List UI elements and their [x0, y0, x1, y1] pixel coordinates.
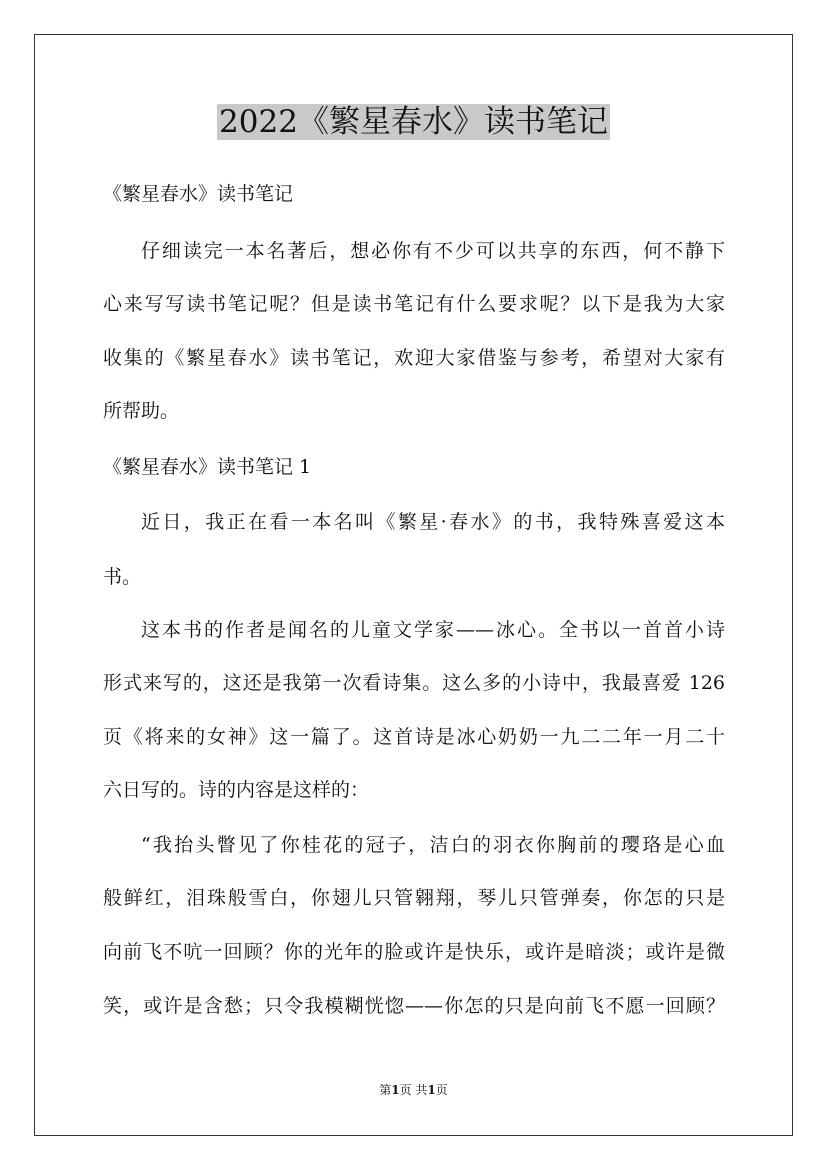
footer-prefix: 第 — [379, 1083, 392, 1097]
paragraph-line: 所帮助。 — [103, 400, 180, 422]
paragraph-line: 向前飞不吭一回顾？你的光年的脸或许是快乐，或许是暗淡；或许是微 — [103, 941, 725, 963]
heading-line: 《繁星春水》读书笔记 — [103, 183, 294, 205]
paragraph-line: 近日，我正在看一本名叫《繁星·春水》的书，我特殊喜爱这本 — [141, 511, 725, 533]
footer-suffix: 页 — [435, 1083, 448, 1097]
paragraph-line: 页《将来的女神》这一篇了。这首诗是冰心奶奶一九二二年一月二十 — [103, 726, 725, 748]
paragraph-line: 这本书的作者是闻名的儿童文学家——冰心。全书以一首首小诗 — [141, 619, 725, 641]
page-footer — [0, 1082, 827, 1098]
paragraph-line: “我抬头瞥见了你桂花的冠子，洁白的羽衣你胸前的璎珞是心血 — [141, 834, 725, 856]
paragraph-line: 形式来写的，这还是我第一次看诗集。这么多的小诗中，我最喜爱 126 — [103, 672, 725, 694]
footer-mid: 页 共 — [399, 1083, 428, 1097]
paragraph-line: 仔细读完一本名著后，想必你有不少可以共享的东西，何不静下 — [141, 240, 725, 262]
footer-page-number: 1 — [391, 1083, 400, 1097]
paragraph-line: 心来写写读书笔记呢？但是读书笔记有什么要求呢？以下是我为大家 — [103, 293, 725, 315]
paragraph-line: 收集的《繁星春水》读书笔记，欢迎大家借鉴与参考，希望对大家有 — [103, 347, 725, 369]
paragraph-line: 般鲜红，泪珠般雪白，你翅儿只管翱翔，琴儿只管弹奏，你怎的只是 — [103, 887, 725, 909]
footer-total-pages: 1 — [427, 1083, 436, 1097]
paragraph-line: 六日写的。诗的内容是这样的： — [103, 779, 370, 801]
paragraph-line: 书。 — [103, 566, 142, 588]
title-text: 2022《繁星春水》读书笔记 — [219, 104, 608, 140]
document-title — [0, 100, 827, 144]
paragraph-line: 笑，或许是含愁；只令我模糊恍惚——你怎的只是向前飞不愿一回顾？ — [103, 995, 725, 1017]
heading-line: 《繁星春水》读书笔记 1 — [103, 456, 312, 478]
